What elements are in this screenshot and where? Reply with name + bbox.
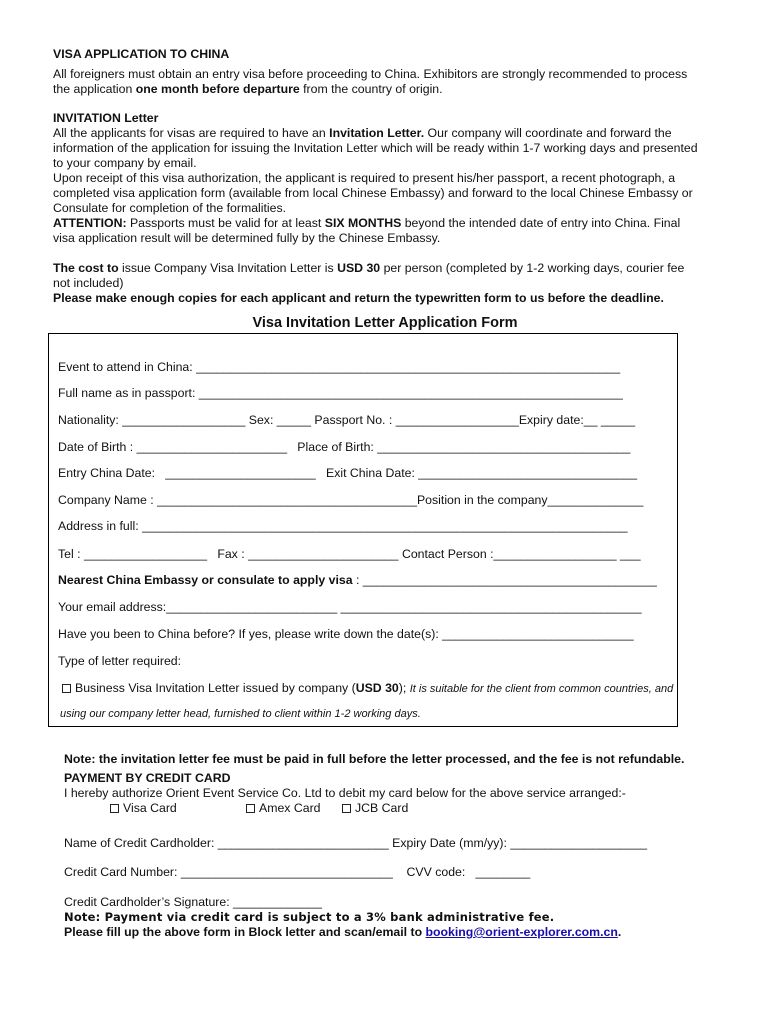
invitation-heading: INVITATION Letter [53,111,159,125]
jcb-card-checkbox[interactable] [342,804,351,813]
been-to-china-field[interactable]: Have you been to China before? If yes, please write down the date(s): ____________________________ [58,627,634,641]
authorize-text: I hereby authorize Orient Event Service Co. Ltd to debit my card below for the above service arranged:- [64,786,626,800]
invitation-line-3: to your company by email. [53,156,197,170]
embassy-field[interactable]: Nearest China Embassy or consulate to apply visa : ___________________________________________ [58,573,657,587]
cardholder-row[interactable]: Name of Credit Cardholder: _________________________ Expiry Date (mm/yy): ____________________ [64,836,648,850]
fee-note: Note: the invitation letter fee must be paid in full before the letter processed, and the fee is not refundable. [64,752,685,766]
visa-card-checkbox[interactable] [110,804,119,813]
attention-line-1: ATTENTION: Passports must be valid for at least SIX MONTHS beyond the intended date of entry into China. Final [53,216,681,230]
invitation-line-5: completed visa application form (available from local Chinese Embassy) and forward to the local Chinese Embassy or [53,186,693,200]
intro-line-2: the application one month before departure from the country of origin. [53,82,443,96]
jcb-card-option[interactable]: JCB Card [342,801,408,815]
cost-line-1: The cost to issue Company Visa Invitation Letter is USD 30 per person (completed by 1-2 working days, courier fee [53,261,685,275]
address-field[interactable]: Address in full: _______________________________________________________________________ [58,519,628,533]
email-link[interactable]: booking@orient-explorer.com.cn [425,925,618,939]
payment-heading: PAYMENT BY CREDIT CARD [64,771,231,785]
payment-fee-note: Note: Payment via credit card is subject to a 3% bank administrative fee. [64,910,555,924]
fullname-field[interactable]: Full name as in passport: ______________________________________________________________ [58,386,623,400]
amex-card-checkbox[interactable] [246,804,255,813]
cost-section [53,261,718,306]
email-field[interactable]: Your email address:_________________________ ____________________________________________ [58,600,642,614]
intro-paragraph [53,67,718,97]
invitation-section [53,111,718,246]
signature-field[interactable]: Credit Cardholder’s Signature: _____________ [64,895,322,909]
contact-row[interactable]: Tel : __________________ Fax : ______________________ Contact Person :__________________ ___ [58,547,641,561]
card-number-row[interactable]: Credit Card Number: _______________________________ CVV code: ________ [64,865,531,879]
form-title: Visa Invitation Letter Application Form [252,315,518,331]
invitation-line-2: information of the application for issuing the Invitation Letter which will be ready within 1-7 working days and presented [53,141,698,155]
copies-note: Please make enough copies for each applicant and return the typewritten form to us before the deadline. [53,291,664,305]
event-field[interactable]: Event to attend in China: ______________________________________________________________ [58,360,621,374]
business-visa-checkbox[interactable] [62,684,71,693]
intro-line-1: All foreigners must obtain an entry visa before proceeding to China. Exhibitors are strongly recommended to process [53,67,688,81]
birth-row[interactable]: Date of Birth : ______________________ Place of Birth: _____________________________________ [58,440,631,454]
attention-line-2: visa application result will be determined fully by the Chinese Embassy. [53,231,441,245]
block-letter-instruction: Please fill up the above form in Block letter and scan/email to booking@orient-explorer.com.cn. [64,925,622,939]
cost-line-2: not included) [53,276,124,290]
invitation-line-6: Consulate for completion of the formalities. [53,201,287,215]
business-visa-note: using our company letter head, furnished to client within 1-2 working days. [60,708,421,720]
invitation-line-1: All the applicants for visas are required to have an Invitation Letter. Our company will coordinate and forward the [53,126,672,140]
visa-card-option[interactable]: Visa Card [110,801,177,815]
page-heading: VISA APPLICATION TO CHINA [53,47,230,61]
company-row[interactable]: Company Name : ______________________________________Position in the company______________ [58,493,644,507]
nationality-row[interactable]: Nationality: __________________ Sex: _____ Passport No. : __________________Expiry date:__ _____ [58,413,636,427]
business-visa-option[interactable]: Business Visa Invitation Letter issued by company (USD 30); It is suitable for the client from common countries, and [62,681,673,695]
invitation-line-4: Upon receipt of this visa authorization, the applicant is required to present his/her passport, a recent photograph, a [53,171,676,185]
letter-type-label: Type of letter required: [58,654,182,668]
amex-card-option[interactable]: Amex Card [246,801,321,815]
entry-exit-row[interactable]: Entry China Date: ______________________ Exit China Date: ________________________________ [58,466,638,480]
